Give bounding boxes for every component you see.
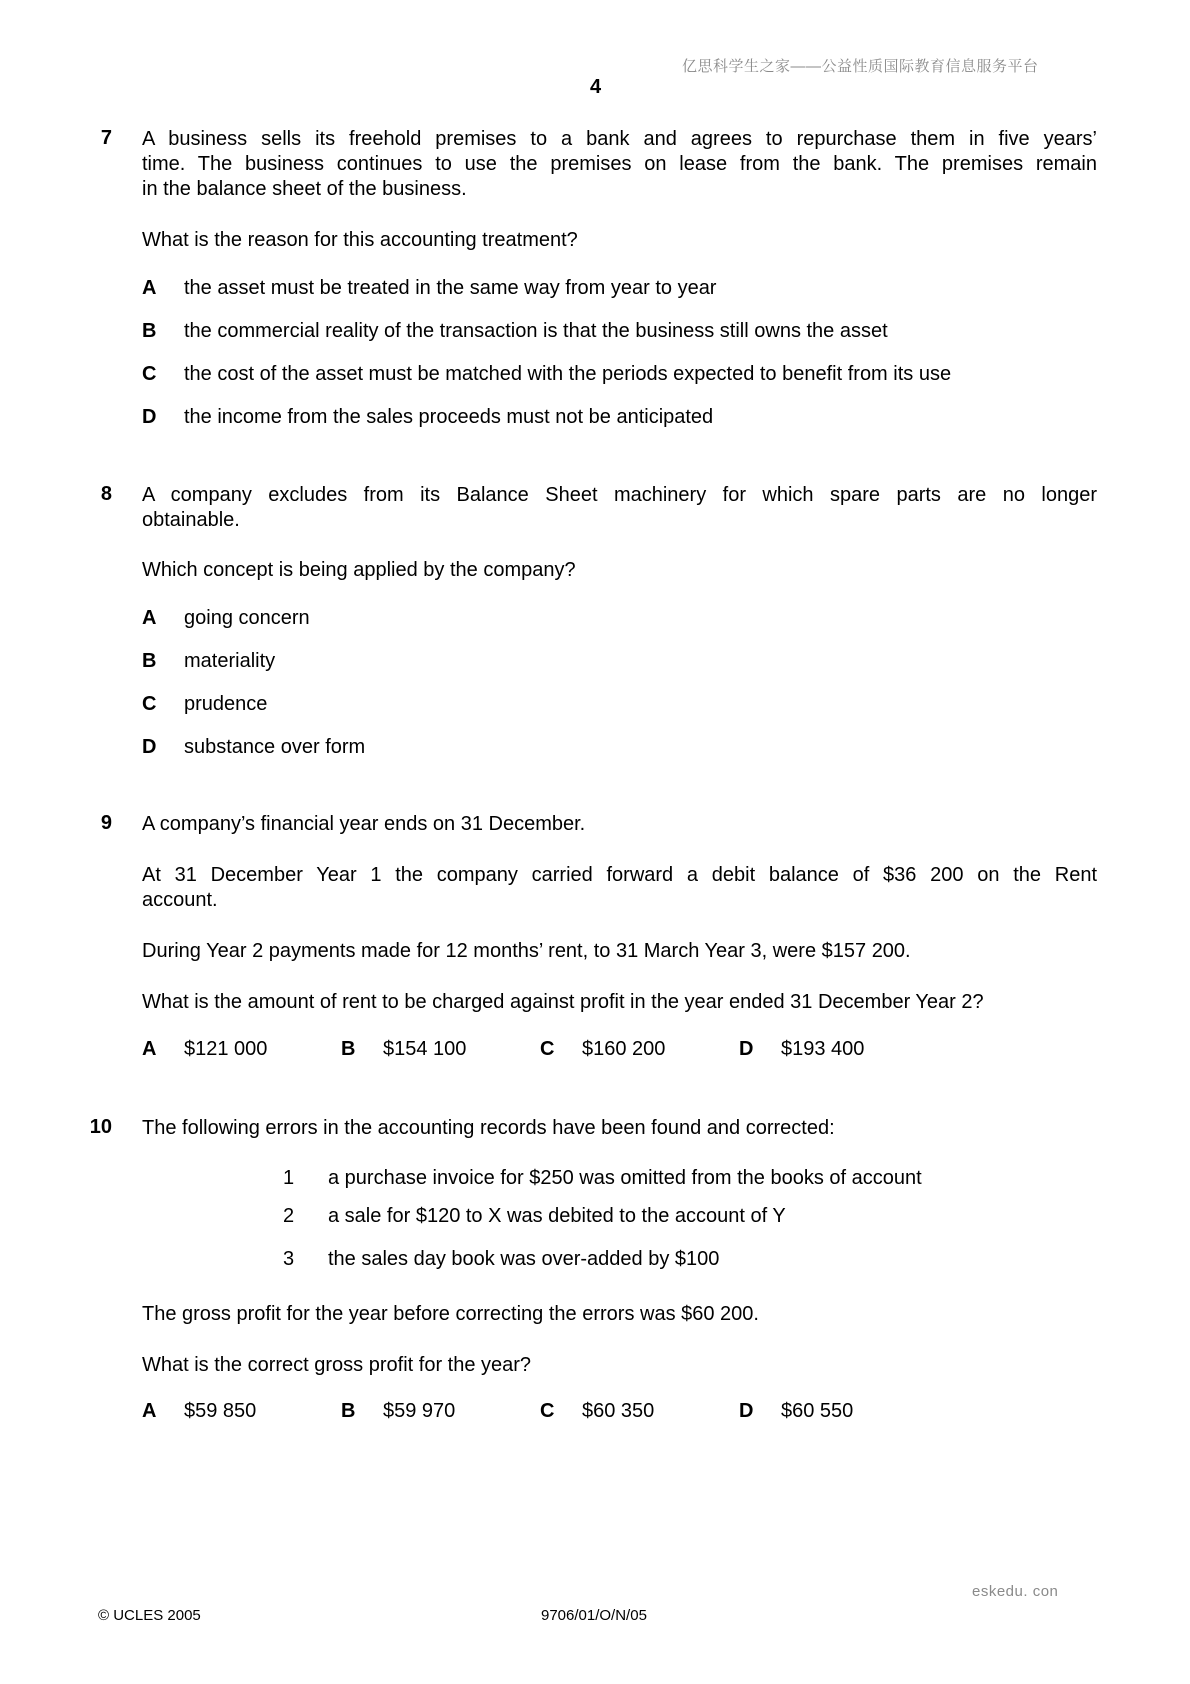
question-stem-line: A company’s financial year ends on 31 December.: [142, 813, 586, 835]
error-list-item: [283, 1205, 786, 1228]
option-letter: D: [142, 736, 157, 758]
error-text: a sale for $120 to X was debited to the account of Y: [328, 1205, 786, 1227]
answer-option-a[interactable]: [142, 606, 310, 631]
option-text: $59 970: [383, 1400, 456, 1422]
question-stem-line: At 31 December Year 1 the company carried forward a debit balance of $36 200 on the Rent: [142, 864, 1097, 886]
answer-option-b[interactable]: [341, 1038, 466, 1061]
option-text: the asset must be treated in the same way from year to year: [184, 277, 717, 299]
error-text: a purchase invoice for $250 was omitted from the books of account: [328, 1167, 922, 1189]
page-number: 4: [590, 76, 602, 98]
answer-option-b[interactable]: [341, 1400, 455, 1423]
header-watermark: 亿思科学生之家——公益性质国际教育信息服务平台: [682, 58, 1039, 75]
option-text: materiality: [184, 650, 276, 672]
question-stem-line: in the balance sheet of the business.: [142, 178, 467, 200]
answer-option-d[interactable]: [142, 735, 365, 760]
error-number: 2: [283, 1205, 295, 1227]
error-number: 1: [283, 1167, 295, 1189]
question-stem-line: The following errors in the accounting records have been found and corrected:: [142, 1117, 835, 1139]
question-number: 7: [100, 127, 112, 149]
option-letter: A: [142, 277, 157, 299]
option-text: $160 200: [582, 1038, 666, 1060]
answer-option-a[interactable]: [142, 1038, 267, 1061]
question-number: 10: [89, 1116, 112, 1138]
error-list-item: [283, 1248, 719, 1271]
question-stem-line: During Year 2 payments made for 12 months’ rent, to 31 March Year 3, were $157 200.: [142, 940, 911, 962]
option-letter: B: [341, 1038, 356, 1060]
question-prompt: What is the correct gross profit for the year?: [142, 1354, 532, 1376]
option-letter: C: [540, 1038, 555, 1060]
answer-option-d[interactable]: [142, 405, 713, 430]
answer-options-row: [142, 1038, 1002, 1064]
option-text: substance over form: [184, 736, 366, 758]
option-text: $59 850: [184, 1400, 257, 1422]
question-prompt: Which concept is being applied by the company?: [142, 559, 576, 581]
question-stem-line: obtainable.: [142, 509, 240, 531]
answer-option-a[interactable]: [142, 276, 716, 301]
question-stem-line: A business sells its freehold premises to a bank and agrees to repurchase them in five years’: [142, 128, 1097, 150]
question-stem-line: time. The business continues to use the premises on lease from the bank. The premises remain: [142, 153, 1097, 175]
answer-option-b[interactable]: [142, 319, 888, 344]
answer-options-row: [142, 1400, 1002, 1426]
option-letter: B: [142, 650, 157, 672]
option-letter: C: [142, 363, 157, 385]
option-text: $121 000: [184, 1038, 268, 1060]
footer-site-watermark: eskedu. con: [972, 1583, 1059, 1600]
answer-option-c[interactable]: [540, 1038, 665, 1061]
option-letter: A: [142, 1400, 157, 1422]
answer-option-d[interactable]: [739, 1400, 853, 1423]
option-text: prudence: [184, 693, 268, 715]
option-text: the cost of the asset must be matched with the periods expected to benefit from its use: [184, 363, 952, 385]
question-stem-line: A company excludes from its Balance Sheet machinery for which spare parts are no longer: [142, 484, 1097, 506]
question-stem-line: The gross profit for the year before correcting the errors was $60 200.: [142, 1303, 759, 1325]
question-stem-line: account.: [142, 889, 218, 911]
footer-paper-code: 9706/01/O/N/05: [541, 1607, 647, 1624]
answer-option-a[interactable]: [142, 1400, 256, 1423]
error-number: 3: [283, 1248, 295, 1270]
option-text: $60 550: [781, 1400, 854, 1422]
option-text: $154 100: [383, 1038, 467, 1060]
error-list-item: [283, 1167, 922, 1190]
question-number: 8: [100, 483, 112, 505]
footer-copyright: © UCLES 2005: [98, 1607, 201, 1624]
option-letter: C: [540, 1400, 555, 1422]
option-text: $60 350: [582, 1400, 655, 1422]
answer-option-d[interactable]: [739, 1038, 864, 1061]
answer-option-c[interactable]: [142, 362, 951, 387]
option-letter: B: [341, 1400, 356, 1422]
option-letter: D: [142, 406, 157, 428]
option-letter: B: [142, 320, 157, 342]
question-number: 9: [100, 812, 112, 834]
answer-option-b[interactable]: [142, 649, 275, 674]
answer-option-c[interactable]: [142, 692, 267, 717]
answer-option-c[interactable]: [540, 1400, 654, 1423]
option-letter: D: [739, 1038, 754, 1060]
option-text: the income from the sales proceeds must not be anticipated: [184, 406, 714, 428]
option-text: the commercial reality of the transaction is that the business still owns the asset: [184, 320, 888, 342]
option-letter: A: [142, 1038, 157, 1060]
question-prompt: What is the reason for this accounting treatment?: [142, 229, 578, 251]
option-text: going concern: [184, 607, 310, 629]
option-letter: D: [739, 1400, 754, 1422]
option-letter: A: [142, 607, 157, 629]
error-text: the sales day book was over-added by $100: [328, 1248, 720, 1270]
option-text: $193 400: [781, 1038, 865, 1060]
question-prompt: What is the amount of rent to be charged against profit in the year ended 31 December Year 2?: [142, 991, 984, 1013]
option-letter: C: [142, 693, 157, 715]
